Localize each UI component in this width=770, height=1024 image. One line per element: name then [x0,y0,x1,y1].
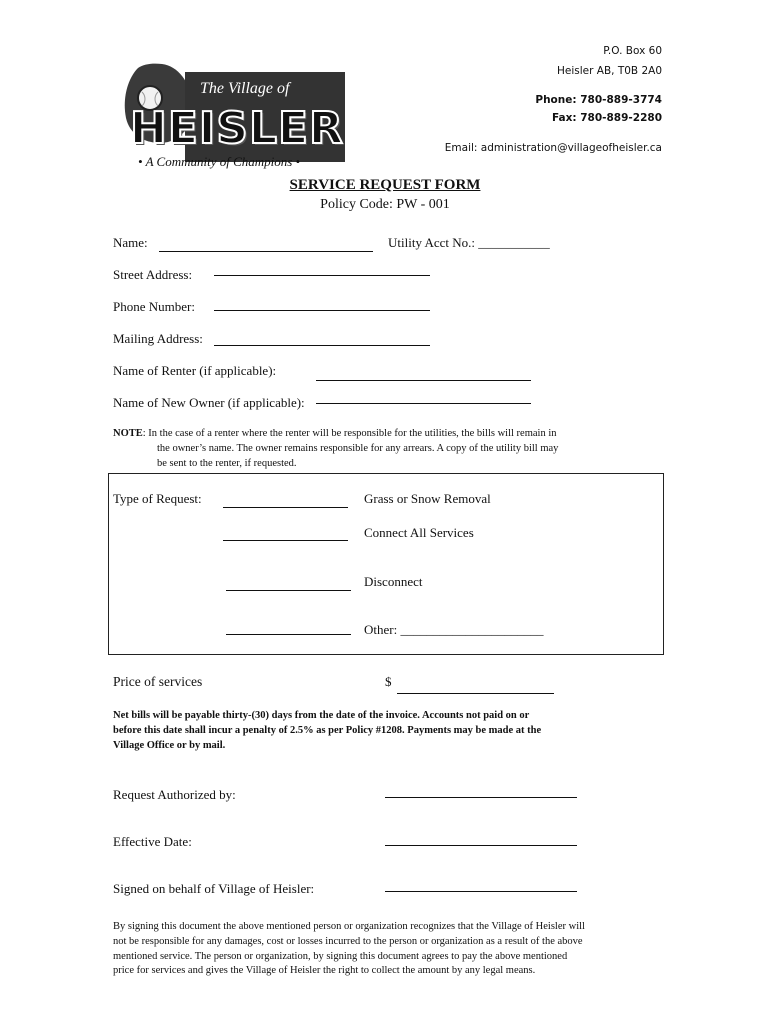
request-type-label: Type of Request: [113,491,202,506]
logo-line1: The Village of [200,80,290,97]
note-text1: : In the case of a renter where the renter will be responsible for the utilities, the bills will remain in [142,428,557,439]
email: Email: administration@villageofheisler.ca [444,142,662,154]
phone-number-field[interactable] [214,310,430,311]
effective-date-field[interactable] [385,845,577,846]
effective-date-label: Effective Date: [113,834,192,849]
disclaimer-line1: By signing this document the above mentioned person or organization recognizes that the Village of Heisler will [113,921,585,932]
note-line3: be sent to the renter, if requested. [157,458,297,469]
address: Heisler AB, T0B 2A0 [556,65,662,77]
form-title: SERVICE REQUEST FORM [289,177,481,193]
note-line2: the owner’s name. The owner remains responsible for any arrears. A copy of the utility bill may [157,443,559,454]
note-prefix: NOTE [113,428,143,439]
renter-label: Name of Renter (if applicable): [113,363,277,378]
disclaimer-line3: mentioned service. The person or organization, by signing this document agrees to pay the above mentioned [113,951,568,962]
connect-line[interactable] [223,540,348,541]
grass-snow-line[interactable] [223,507,348,508]
renter-field[interactable] [316,380,531,381]
other-line[interactable] [226,634,351,635]
terms-line3: Village Office or by mail. [113,740,226,751]
policy-code: Policy Code: PW - 001 [320,197,450,212]
utility-acct-label: Utility Acct No.: ___________ [388,235,550,250]
price-currency: $ [385,674,392,689]
mailing-address-field[interactable] [214,345,430,346]
phone-number-label: Phone Number: [113,299,195,314]
street-address-field[interactable] [214,275,430,276]
signed-field[interactable] [385,891,577,892]
authorized-field[interactable] [385,797,577,798]
option-grass-snow: Grass or Snow Removal [364,491,491,506]
terms-line2: before this date shall incur a penalty of 2.5% as per Policy #1208. Payments may be made at the [113,725,542,736]
disconnect-line[interactable] [226,590,351,591]
authorized-label: Request Authorized by: [113,787,236,802]
name-label: Name: [113,235,148,250]
disclaimer-line4: price for services and gives the Village of Heisler the right to collect the amount by any legal means. [113,965,536,976]
note-line1 [113,426,557,441]
phone: Phone: 780-889-3774 [535,94,662,106]
disclaimer-line2: not be responsible for any damages, cost or losses incurred to the person or organization as a result of the above [113,936,583,947]
option-disconnect: Disconnect [364,574,423,589]
mailing-address-label: Mailing Address: [113,331,203,346]
new-owner-label: Name of New Owner (if applicable): [113,395,305,410]
po-box: P.O. Box 60 [603,45,662,57]
name-field[interactable] [159,251,373,252]
option-connect: Connect All Services [364,525,474,540]
new-owner-field[interactable] [316,403,531,404]
logo-tagline: • A Community of Champions • [138,154,301,169]
terms-line1: Net bills will be payable thirty-(30) days from the date of the invoice. Accounts not paid on or [113,710,530,721]
price-field[interactable] [397,693,554,694]
street-address-label: Street Address: [113,267,193,282]
price-label: Price of services [113,674,203,689]
signed-label: Signed on behalf of Village of Heisler: [113,881,315,896]
fax: Fax: 780-889-2280 [551,112,662,124]
option-other: Other: ______________________ [364,622,544,637]
logo-line2: HEISLER [130,103,344,154]
